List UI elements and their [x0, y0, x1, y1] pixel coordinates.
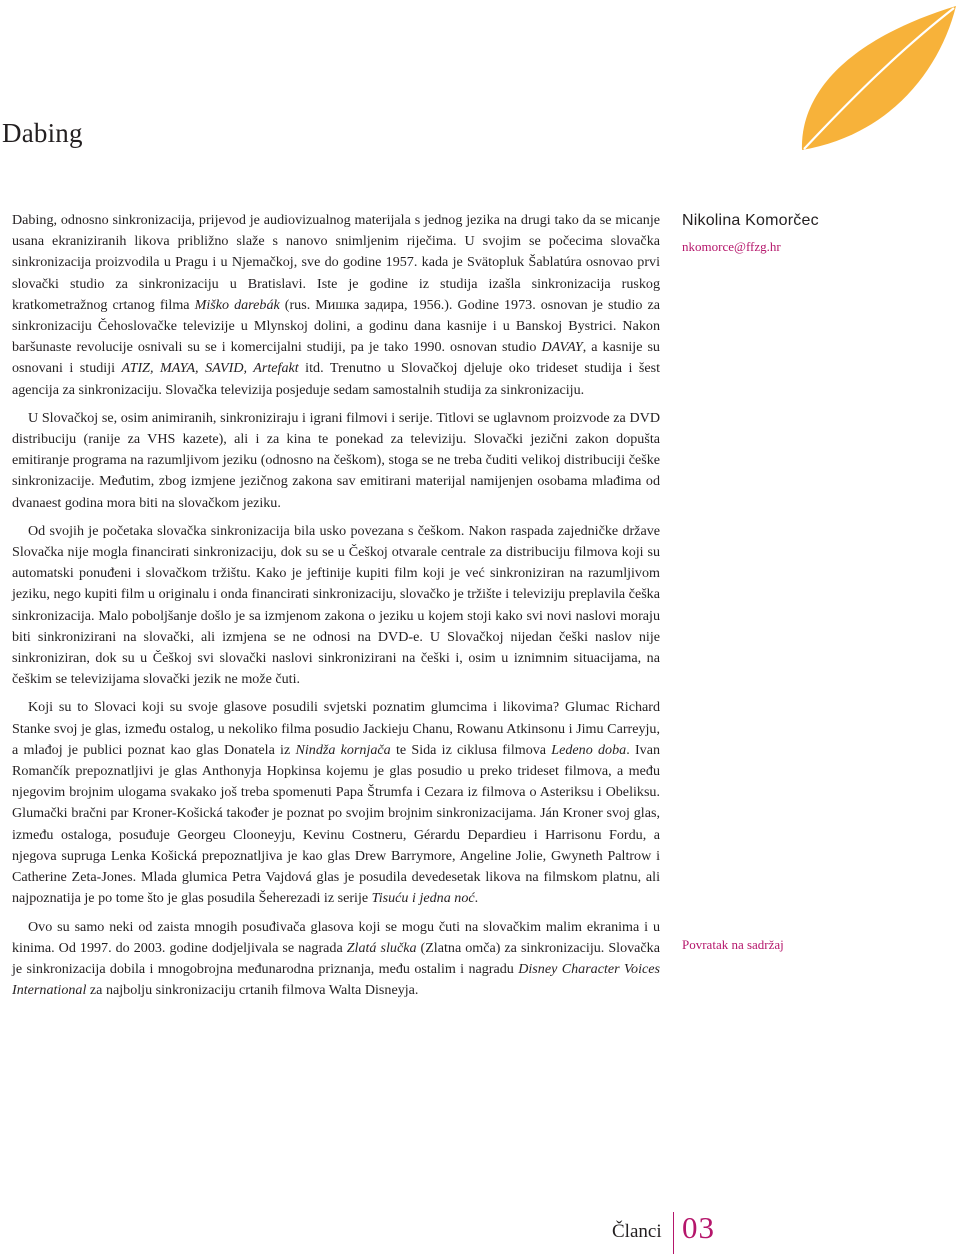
italic-title-text: DAVAY [541, 339, 583, 356]
footer-section-label: Članci [612, 1221, 662, 1242]
paragraph-text: za najbolju sinkronizaciju crtanih filmova Walta Disneyja. [86, 982, 419, 999]
italic-title-text: ATIZ, MAYA, SAVID, Artefakt [121, 360, 299, 377]
italic-title-text: Ledeno doba [551, 741, 627, 758]
paragraph-text: itd. Trenutno u Slovačkoj djeluje oko trideset studija i šest agencija za sinkronizaciju. Slovačka televizija posjeduje sedam samostalnih studija za sinkronizaciju. [12, 360, 660, 398]
italic-title-text: Tisuću i jedna noć [371, 890, 475, 907]
body-paragraph [12, 917, 660, 1002]
paragraph-text: (Zlatna omča) za sinkronizaciju. Slovačka je sinkronizacija dobila i mnogobrojna međunarodna priznanja, među ostalim i nagradu [12, 939, 660, 977]
body-paragraph [12, 697, 660, 909]
paragraph-text: U Slovačkoj se, osim animiranih, sinkroniziraju i igrani filmovi i serije. Titlovi se uglavnom proizvode za DVD distribuciju (ranije za VHS kazete), ali i za kina te ponekad za televiziju. Slovački jezični zakon dopušta emitiranje programa na razumljivom jeziku (odnosno na češkom), stoga se ne treba čuditi velikoj distribuciji češke sinkronizacije. Međutim, zbog izmjene jezičnog zakona sav emitirani materijal namijenjen osobama mlađima od dvanaest godina mora biti na slovačkom jeziku. [12, 409, 660, 511]
article-body [12, 210, 660, 1008]
italic-title-text: Disney Character Voices International [12, 960, 660, 999]
body-paragraph [12, 521, 660, 691]
leaf-decoration [790, 0, 960, 160]
paragraph-text: (rus. Мишка задира, 1956.). Godine 1973. osnovan je studio za sinkronizaciju Čehoslovačke televizije u Mlynskoj dolini, a godinu dana kasnije i u Banskoj Bystrici. Nakon baršunaste revolucije osnivali su se i komercijalni studiji, pa je tako 1990. osnovan studio [12, 296, 660, 356]
page-title: Dabing [2, 118, 83, 148]
paragraph-text: Od svojih je početaka slovačka sinkronizacija bila usko povezana s češkom. Nakon raspada zajedničke države Slovačka nije mogla financirati sinkronizaciju, dok su se u Češkoj otvarale centrale za distribuciju filmova koji su automatski ponuđeni i slovačkom tržištu. Kako je jeftinije kupiti film koji je već sinkroniziran na razumljivom jeziku, nego kupiti film u originalu i onda financirati sinkronizaciju, slovačko je tržište i televiziju preplavila češka sinkronizacija. Malo poboljšanje došlo je sa izmjenom zakona o jeziku u kojem stoji kako svi novi naslovi moraju biti sinkronizirani na slovački, ali izmjena se ne odnosi na DVD-e. U Slovačkoj nijedan češki naslov nije sinkroniziran, dok su u Češkoj svi slovački naslovi sinkronizirani na češki i, osim u iznimnim situacijama, na češkim se televizijama slovački jezik ne može čuti. [12, 522, 660, 688]
italic-title-text: Zlatá slučka [346, 939, 417, 956]
paragraph-text: Dabing, odnosno sinkronizacija, prijevod je audiovizualnog materijala s jednog jezika na drugi tako da se micanje usana ekraniziranih likova približno slaže s nanovo snimljenim riječima. U svojim se počecima slovačka sinkronizacija proizvodila u Pragu i u Njemačkoj, sve do godine 1957. kada je Svätopluk Šablatúra osnovao prvi slovački studio za sinkronizaciju u Bratislavi. Iste je godine iz studija izašla sinkronizacija ruskog kratkometražnog crtanog filma [12, 212, 660, 313]
paragraph-text: . Ivan Romančík prepoznatljivi je glas Anthonyja Hopkinsa kojemu je glas posudio u preko trideset filmova, a među njegovim brojnim ulogama svakako još treba spomenuti Papa Štrumfa i Cezara iz filmova o Asteriksu i Obeliksu. Glumački bračni par Kroner-Košická također je poznat po svojim brojnim sinkronizacijama. Ján Kroner svoj glas, između ostaloga, posuđuje Georgeu Clooneyju, Kevinu Costneru, Gérardu Depardieu i Harrisonu Fordu, a njegova supruga Lenka Košická prepoznatljiva je kao glas Drew Barrymore, Angeline Jolie, Gwyneth Paltrow i Catherine Zeta-Jones. Mlada glumica Petra Vajdová glas je posudila devedesetak likova na filmskom platnu, ali najpoznatija je po tome što je glas posudila Šeherezadi iz serije [12, 741, 661, 907]
author-email-link[interactable]: nkomorce@ffzg.hr [682, 239, 781, 254]
paragraph-text: Ovo su samo neki od zaista mnogih posuđivača glasova koji se mogu čuti na slovačkim malim ekranima i u kinima. Od 1997. do 2003. godine dodjeljivala se nagrada [12, 918, 660, 956]
body-paragraph [12, 408, 660, 514]
page-number: 03 [682, 1210, 715, 1245]
paragraph-text: Koji su to Slovaci koji su svoje glasove posudili svjetski poznatim glumcima i likovima? Glumac Richard Stanke svoj je glas, između ostalog, u nekoliko filma posudio Jackieju Chanu, Rowanu Atkinsonu i Jimu Carreyju, a mlađoj je publici poznat kao glas Donatela iz [12, 699, 660, 758]
paragraph-text: . [474, 890, 479, 907]
footer-divider [673, 1212, 674, 1254]
back-to-contents-link[interactable]: Povratak na sadržaj [682, 937, 784, 952]
italic-title-text: Nindža kornjača [295, 741, 391, 758]
body-paragraph [12, 210, 660, 401]
author-name: Nikolina Komorčec [682, 212, 819, 229]
italic-title-text: Miško darebák [194, 296, 280, 313]
paragraph-text: te Sida iz ciklusa filmova [390, 741, 552, 758]
paragraph-text: , a kasnije su osnovani i studiji [12, 339, 660, 377]
